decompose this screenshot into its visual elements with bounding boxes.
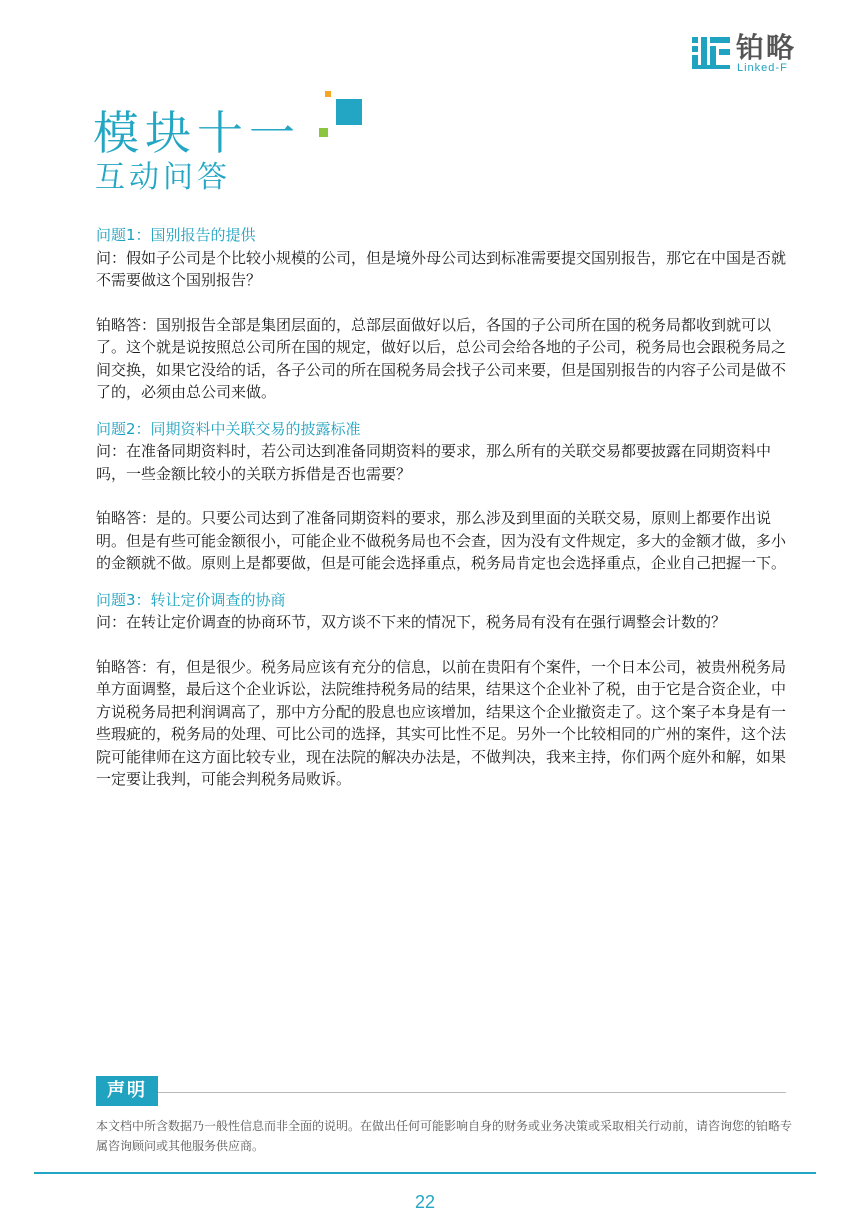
question-title: 问题1：国别报告的提供 xyxy=(96,226,256,244)
brand-logo xyxy=(692,33,822,75)
question-text: 问：在转让定价调查的协商环节，双方谈不下来的情况下，税务局有没有在强行调整会计数的？ xyxy=(96,613,727,631)
declaration-label: 声明 xyxy=(96,1076,158,1106)
decorative-square-teal xyxy=(336,99,362,125)
qa-item-2 xyxy=(96,418,796,575)
question-text: 问：假如子公司是个比较小规模的公司，但是境外母公司达到标准需要提交国别报告，那它在中国是否就不需要做这个国别报告？ xyxy=(96,248,787,289)
logo-english-text: Linked-F xyxy=(737,62,788,74)
logo-mark-icon xyxy=(692,33,732,73)
qa-item-3 xyxy=(96,589,796,791)
decorative-square-green xyxy=(319,128,328,137)
question-title: 问题3：转让定价调查的协商 xyxy=(96,590,286,609)
question-text: 问：在准备同期资料时，若公司达到准备同期资料的要求，那么所有的关联交易都要披露在同期资料中吗，一些金额比较小的关联方拆借是否也需要？ xyxy=(96,442,772,483)
module-title: 模块十一 xyxy=(93,106,301,160)
declaration-text: 本文档中所含数据乃一般性信息而非全面的说明。在做出任何可能影响自身的财务或业务决策或采取相关行动前，请咨询您的铂略专属咨询顾问或其他服务供应商。 xyxy=(96,1119,793,1153)
page-number: 22 xyxy=(414,1192,436,1212)
footer-divider xyxy=(34,1172,816,1174)
question-title: 问题2：同期资料中关联交易的披露标准 xyxy=(96,419,361,438)
declaration-divider xyxy=(96,1092,786,1093)
answer-text: 铂略答：有，但是很少。税务局应该有充分的信息，以前在贵阳有个案件，一个日本公司，被贵州税务局单方面调整，最后这个企业诉讼，法院维持税务局的结果，结果这个企业补了税，由于它是合资企业，中方说税务局把利润调高了，那中方分配的股息也应该增加，结果这个企业撤资走了。这个案子本身是有一些瑕疵的，税务局的处理、可比公司的选择，其实可比性不足。另外一个比较相同的广州的案件，这个法院可能律师在这方面比较专业，现在法院的解决办法是，不做判决，我来主持，你们两个庭外和解，如果一定要让我判，可能会判税务局败诉。 xyxy=(96,657,787,788)
logo-chinese-text: 铂略 xyxy=(736,31,797,64)
answer-text: 铂略答：国别报告全部是集团层面的，总部层面做好以后，各国的子公司所在国的税务局都收到就可以了。这个就是说按照总公司所在国的规定，做好以后，总公司会给各地的子公司，税务局也会跟税务局之间交换，如果它没给的话，各子公司的所在国税务局会找子公司来要，但是国别报告的内容子公司是做不了的，必须由总公司来做。 xyxy=(96,315,787,401)
qa-content xyxy=(96,224,796,791)
module-subtitle: 互动问答 xyxy=(95,160,231,195)
answer-text: 铂略答：是的。只要公司达到了准备同期资料的要求，那么涉及到里面的关联交易，原则上都要作出说明。但是有些可能金额很小，可能企业不做税务局也不会查，因为没有文件规定，多大的金额才做，多小的金额就不做。原则上是都要做，但是可能会选择重点，税务局肯定也会选择重点，企业自己把握一下。 xyxy=(96,509,787,572)
decorative-square-orange xyxy=(325,91,331,97)
qa-item-1 xyxy=(96,224,796,404)
